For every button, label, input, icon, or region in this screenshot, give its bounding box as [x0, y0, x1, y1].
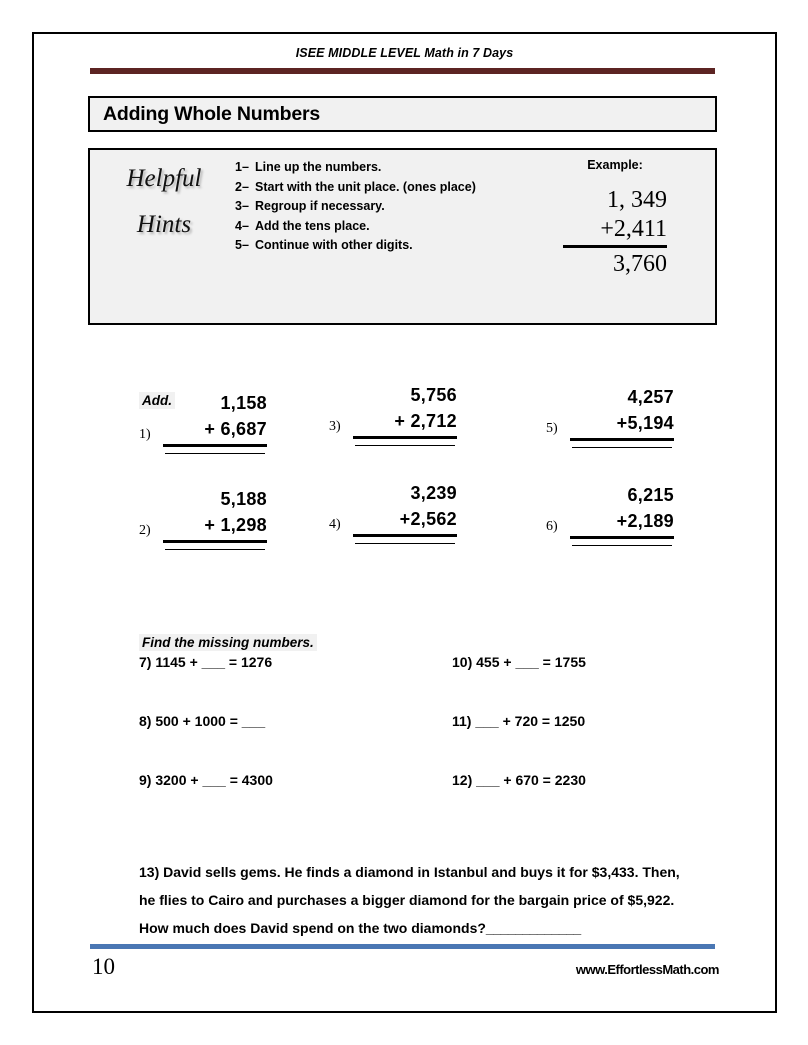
- addend-bottom: +2,189: [570, 508, 674, 539]
- problem-index: 9): [139, 772, 152, 788]
- problem-index: 7): [139, 654, 152, 670]
- hints-label-line1: Helpful: [126, 165, 202, 192]
- word-problem-line-final: [139, 914, 751, 942]
- problem-index: 4): [329, 517, 341, 532]
- problem-index: 8): [139, 713, 152, 729]
- example-sum: [563, 186, 667, 279]
- hints-step: [235, 197, 525, 217]
- blank-problem[interactable]: [452, 713, 585, 729]
- addend-bottom: +2,562: [353, 506, 457, 537]
- hints-step: [235, 236, 525, 256]
- footer-rule: [90, 944, 715, 949]
- addend-top: 6,215: [627, 485, 674, 505]
- header-rule: [90, 68, 715, 74]
- example-total: 3,760: [613, 251, 667, 277]
- answer-blank-line[interactable]: [355, 543, 455, 544]
- blank-problem[interactable]: [139, 713, 265, 729]
- site-url: www.EffortlessMath.com: [575, 962, 719, 977]
- hints-step-list: [235, 158, 525, 256]
- word-problem-answer-blank[interactable]: _____________: [485, 920, 581, 936]
- hints-step-number: 3–: [235, 199, 249, 213]
- problem-index: 2): [139, 523, 151, 538]
- addend-top: 4,257: [627, 387, 674, 407]
- worksheet-page: [32, 32, 777, 1013]
- page-number: 10: [92, 954, 115, 979]
- section-label-find-missing: Find the missing numbers.: [139, 634, 317, 651]
- word-problem-line: he flies to Cairo and purchases a bigger diamond for the bargain price of $5,922.: [139, 892, 675, 908]
- problem-index: 11): [452, 713, 472, 729]
- problem-stack: [570, 482, 674, 539]
- addend-top: 5,756: [410, 385, 457, 405]
- vertical-problem: [329, 382, 479, 462]
- problem-stack: [163, 390, 267, 447]
- problem-index: 3): [329, 419, 341, 434]
- hints-step: [235, 178, 525, 198]
- blank-problem[interactable]: [139, 654, 272, 670]
- answer-blank-line[interactable]: [355, 445, 455, 446]
- problem-index: 5): [546, 421, 558, 436]
- example-addend-2: +2,411: [563, 215, 667, 248]
- blank-problem[interactable]: [452, 772, 586, 788]
- addend-top: 1,158: [220, 393, 267, 413]
- helpful-hints-box: [88, 148, 717, 325]
- hints-step-text: Start with the unit place. (ones place): [255, 179, 476, 194]
- problem-stack: [353, 480, 457, 537]
- vertical-problem: [139, 390, 289, 470]
- problem-equation: 455 + ___ = 1755: [476, 654, 586, 670]
- helpful-hints-label: [98, 156, 230, 248]
- answer-blank-line[interactable]: [572, 447, 672, 448]
- hints-step-number: 2–: [235, 179, 249, 194]
- problem-equation: ___ + 720 = 1250: [475, 713, 586, 729]
- word-problem-line: 13) David sells gems. He finds a diamond in Istanbul and buys it for $3,433. Then,: [139, 864, 680, 880]
- hints-step: [235, 158, 525, 178]
- addend-bottom: +5,194: [570, 410, 674, 441]
- addend-bottom: + 1,298: [163, 512, 267, 543]
- problem-stack: [353, 382, 457, 439]
- problem-equation: 3200 + ___ = 4300: [155, 772, 273, 788]
- answer-blank-line[interactable]: [165, 453, 265, 454]
- word-problem: [139, 858, 751, 942]
- lesson-title-box: [88, 96, 717, 132]
- problem-index: 6): [546, 519, 558, 534]
- hints-step-text: Continue with other digits.: [255, 238, 413, 252]
- problem-equation: 500 + 1000 = ___: [155, 713, 266, 729]
- blank-problem[interactable]: [452, 654, 586, 670]
- example-column: [520, 158, 710, 279]
- problem-index: 1): [139, 427, 151, 442]
- running-head: ISEE MIDDLE LEVEL Math in 7 Days: [295, 46, 514, 60]
- example-addend-1: 1, 349: [607, 187, 667, 213]
- hints-step-number: 4–: [235, 218, 249, 233]
- vertical-problem: [546, 384, 696, 464]
- addend-top: 3,239: [410, 483, 457, 503]
- problem-index: 10): [452, 654, 473, 670]
- hints-label-line2: Hints: [136, 211, 192, 238]
- answer-blank-line[interactable]: [572, 545, 672, 546]
- blank-problem[interactable]: [139, 772, 273, 788]
- problem-index: 12): [452, 772, 473, 788]
- vertical-problem: [546, 482, 696, 562]
- vertical-problem: [329, 480, 479, 560]
- section-label-add: Add.: [139, 392, 175, 409]
- problem-stack: [570, 384, 674, 441]
- word-problem-question: How much does David spend on the two diamonds?: [139, 920, 486, 936]
- problem-equation: ___ + 670 = 2230: [476, 772, 586, 788]
- hints-step-text: Regroup if necessary.: [255, 199, 385, 213]
- addend-bottom: + 6,687: [163, 416, 267, 447]
- addend-top: 5,188: [220, 489, 267, 509]
- page-title: Adding Whole Numbers: [103, 102, 320, 125]
- addend-bottom: + 2,712: [353, 408, 457, 439]
- example-label: Example:: [587, 158, 643, 172]
- hints-step-number: 1–: [235, 160, 249, 174]
- hints-step-number: 5–: [235, 238, 249, 252]
- problem-stack: [163, 486, 267, 543]
- hints-step-text: Add the tens place.: [255, 218, 370, 233]
- answer-blank-line[interactable]: [165, 549, 265, 550]
- hints-step: [235, 217, 525, 237]
- vertical-problem: [139, 486, 289, 566]
- hints-step-text: Line up the numbers.: [255, 160, 382, 174]
- problem-equation: 1145 + ___ = 1276: [155, 654, 273, 670]
